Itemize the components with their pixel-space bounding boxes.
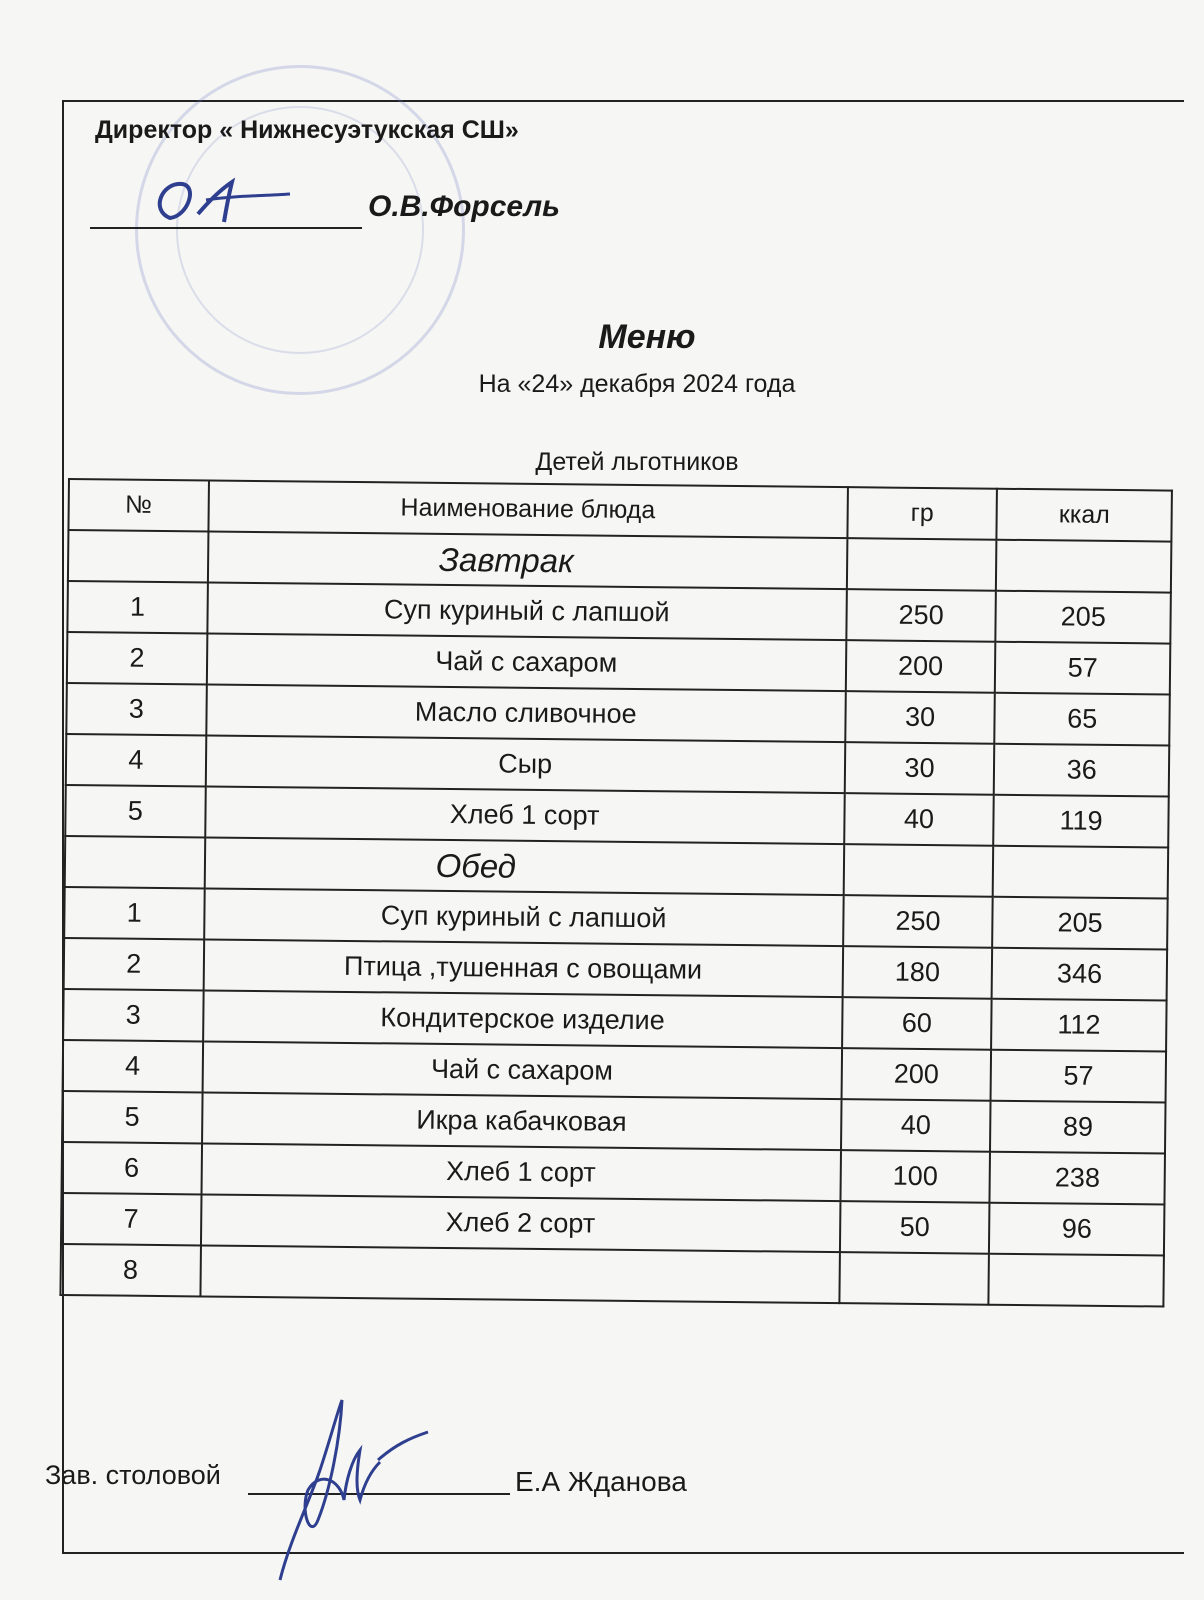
director-signature bbox=[140, 170, 320, 240]
director-name: О.В.Форсель bbox=[368, 190, 560, 223]
dish-kcal: 346 bbox=[992, 948, 1167, 1001]
dish-grams: 100 bbox=[840, 1150, 990, 1203]
director-line: Директор « Нижнесуэтукская СШ» bbox=[95, 116, 519, 144]
dish-name: Чай с сахаром bbox=[206, 633, 846, 691]
canteen-head-label: Зав. столовой bbox=[45, 1460, 221, 1490]
row-number: 3 bbox=[66, 683, 206, 735]
row-number: 1 bbox=[64, 887, 204, 939]
column-header-kcal: ккал bbox=[997, 489, 1172, 542]
dish-name: Масло сливочное bbox=[206, 684, 846, 742]
row-number: 8 bbox=[60, 1244, 200, 1296]
dish-kcal: 65 bbox=[995, 693, 1170, 746]
dish-grams: 250 bbox=[846, 589, 996, 642]
section-title: Завтрак bbox=[208, 531, 848, 589]
menu-date: На «24» декабря 2024 года bbox=[478, 370, 796, 398]
menu-category: Детей льготников bbox=[535, 448, 739, 476]
dish-kcal: 36 bbox=[994, 744, 1169, 797]
row-number: 2 bbox=[67, 632, 207, 684]
dish-name: Кондитерское изделие bbox=[203, 990, 843, 1048]
row-number: 4 bbox=[63, 1040, 203, 1092]
page-title: Меню bbox=[598, 318, 696, 356]
dish-name: Птица ,тушенная с овощами bbox=[203, 939, 843, 997]
column-header-grams: гр bbox=[847, 487, 997, 540]
dish-name: Хлеб 1 сорт bbox=[201, 1143, 841, 1201]
dish-name: Суп куриный с лапшой bbox=[204, 888, 844, 946]
dish-grams: 40 bbox=[841, 1099, 991, 1152]
column-header-number: № bbox=[68, 479, 208, 531]
row-number: 7 bbox=[61, 1193, 201, 1245]
dish-grams: 180 bbox=[842, 946, 992, 999]
dish-grams: 60 bbox=[842, 997, 992, 1050]
dish-name: Хлеб 2 сорт bbox=[201, 1194, 841, 1252]
dish-name: Суп куриный с лапшой bbox=[207, 582, 847, 640]
dish-name bbox=[200, 1245, 840, 1303]
section-title: Обед bbox=[204, 837, 844, 895]
dish-grams: 50 bbox=[840, 1201, 990, 1254]
table-row bbox=[60, 1244, 1163, 1307]
row-number: 3 bbox=[63, 989, 203, 1041]
dish-grams: 30 bbox=[844, 742, 994, 795]
dish-name: Икра кабачковая bbox=[202, 1092, 842, 1150]
dish-grams: 40 bbox=[844, 793, 994, 846]
dish-grams bbox=[839, 1252, 989, 1305]
row-number: 5 bbox=[65, 785, 205, 837]
column-header-dish-name: Наименование блюда bbox=[208, 480, 848, 538]
dish-kcal: 205 bbox=[993, 897, 1168, 950]
dish-grams: 200 bbox=[846, 640, 996, 693]
menu-table bbox=[59, 478, 1173, 1308]
dish-kcal: 238 bbox=[990, 1152, 1165, 1205]
row-number: 2 bbox=[64, 938, 204, 990]
row-number: 1 bbox=[67, 581, 207, 633]
dish-kcal: 96 bbox=[989, 1203, 1164, 1256]
row-number: 4 bbox=[66, 734, 206, 786]
dish-grams: 200 bbox=[841, 1048, 991, 1101]
dish-kcal: 89 bbox=[990, 1101, 1165, 1154]
dish-name: Сыр bbox=[205, 735, 845, 793]
dish-kcal: 112 bbox=[991, 999, 1166, 1052]
dish-kcal: 57 bbox=[995, 642, 1170, 695]
dish-kcal: 57 bbox=[991, 1050, 1166, 1103]
row-number: 5 bbox=[62, 1091, 202, 1143]
dish-name: Хлеб 1 сорт bbox=[205, 786, 845, 844]
canteen-head-name: Е.А Жданова bbox=[515, 1466, 687, 1497]
dish-kcal: 119 bbox=[994, 795, 1169, 848]
dish-grams: 30 bbox=[845, 691, 995, 744]
dish-name: Чай с сахаром bbox=[202, 1041, 842, 1099]
dish-kcal bbox=[989, 1254, 1164, 1307]
canteen-head-signature bbox=[260, 1390, 440, 1590]
dish-kcal: 205 bbox=[996, 591, 1171, 644]
row-number: 6 bbox=[62, 1142, 202, 1194]
dish-grams: 250 bbox=[843, 895, 993, 948]
